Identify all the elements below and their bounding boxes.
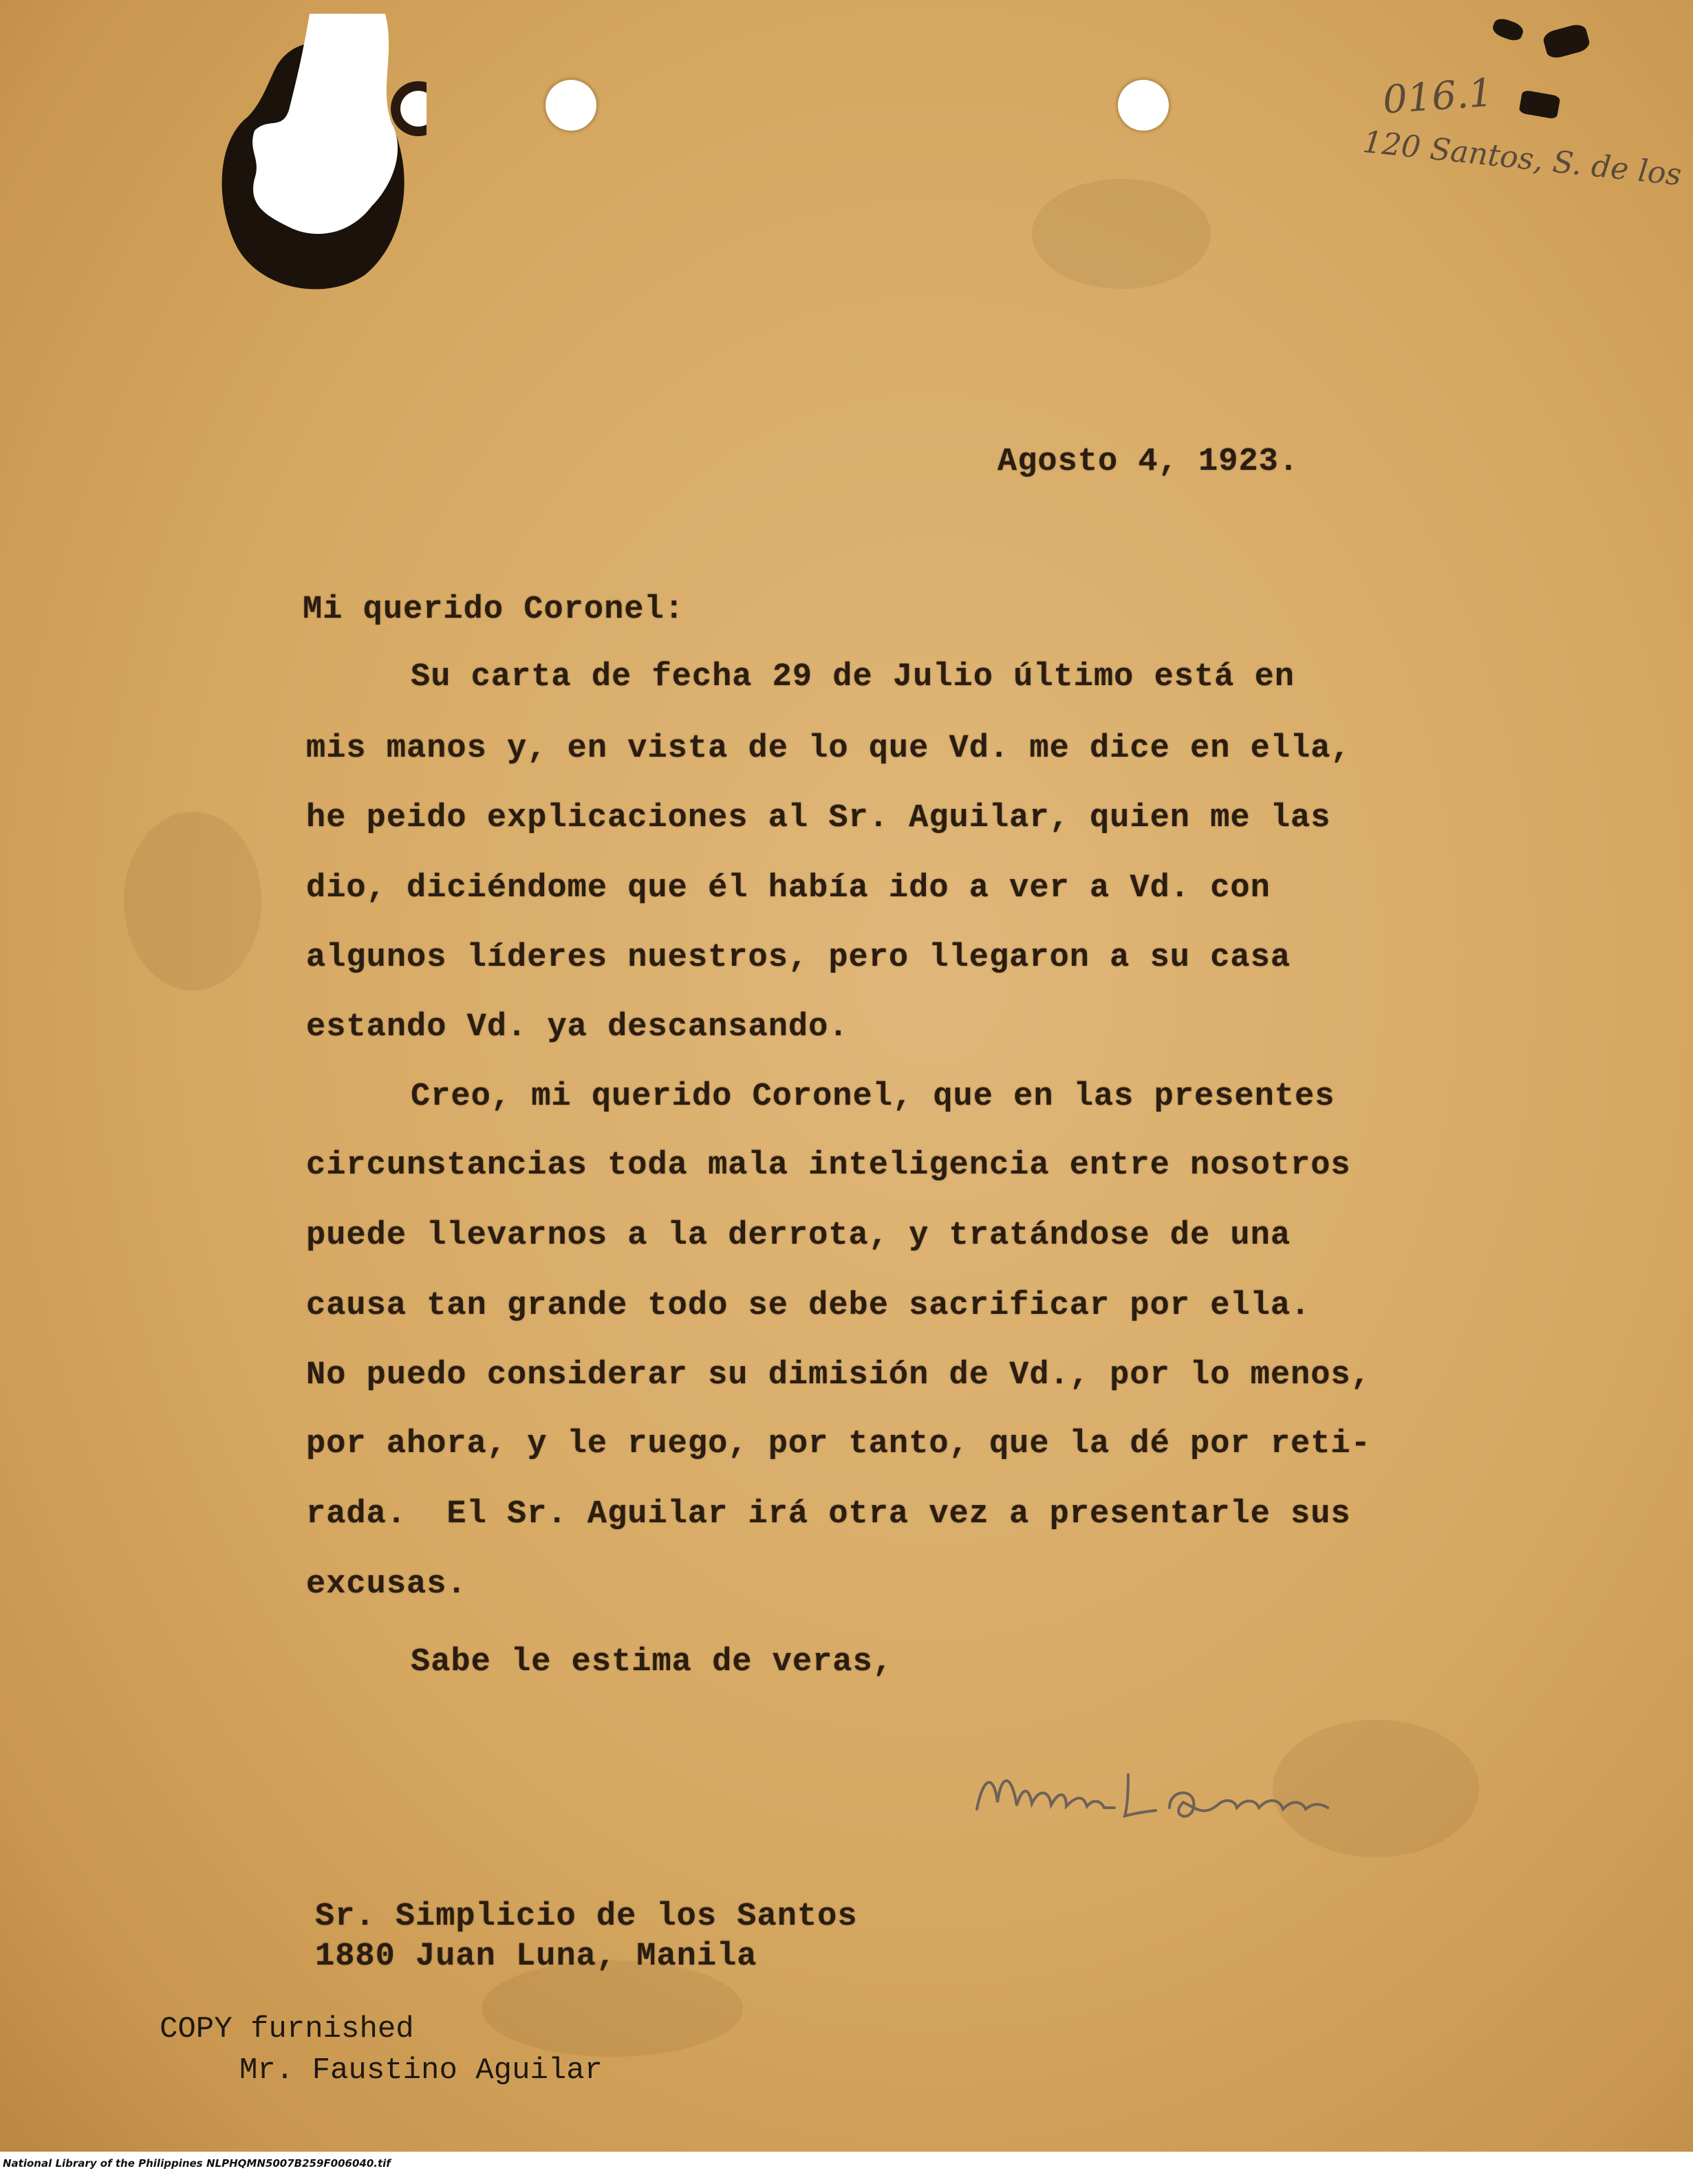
body-line: Su carta de fecha 29 de Julio último está en [411, 659, 1295, 695]
signature-drawing [963, 1747, 1376, 1844]
body-line: Creo, mi querido Coronel, que en las presentes [411, 1079, 1335, 1115]
body-line: puede llevarnos a la derrota, y tratándose de una [306, 1218, 1291, 1254]
body-line: causa tan grande todo se debe sacrificar por ella. [306, 1288, 1311, 1324]
footer-library: National Library of the Philippines [3, 2157, 203, 2170]
punch-hole [1118, 80, 1169, 131]
body-line: por ahora, y le ruego, por tanto, que la dé por reti- [306, 1426, 1371, 1462]
recipient-address: 1880 Juan Luna, Manila [315, 1938, 757, 1975]
ref-note-annotation: 120 Santos, S. de los [1361, 124, 1683, 193]
copy-furnished-label: COPY furnished [160, 2012, 414, 2046]
body-line: mis manos y, en vista de lo que Vd. me dice en ella, [306, 731, 1351, 767]
punch-hole [546, 80, 596, 131]
body-line: he peido explicaciones al Sr. Aguilar, quien me las [306, 800, 1331, 836]
ink-blot [1542, 22, 1591, 60]
letter-salutation: Mi querido Coronel: [303, 592, 684, 628]
recipient-name: Sr. Simplicio de los Santos [315, 1899, 858, 1935]
body-line: estando Vd. ya descansando. [306, 1009, 849, 1046]
paper-stain [482, 1960, 743, 2057]
body-line: algunos líderes nuestros, pero llegaron a su casa [306, 940, 1291, 976]
paper-stain [124, 812, 261, 991]
ink-blot [1491, 16, 1525, 43]
archive-footer [0, 2152, 1693, 2184]
ink-blot [1518, 89, 1560, 119]
copy-furnished-name: Mr. Faustino Aguilar [239, 2053, 603, 2088]
body-line: dio, diciéndome que él había ido a ver a Vd. con [306, 870, 1271, 907]
body-line: excusas. [306, 1566, 467, 1603]
body-line: circunstancias toda mala inteligencia entre nosotros [306, 1147, 1351, 1184]
body-line: No puedo considerar su dimisión de Vd., por lo menos, [306, 1357, 1371, 1394]
body-line: rada. El Sr. Aguilar irá otra vez a presentarle sus [306, 1496, 1351, 1533]
burn-hole-mark [206, 14, 427, 303]
ref-number-annotation: 016.1 [1381, 70, 1495, 123]
letter-date: Agosto 4, 1923. [998, 444, 1300, 480]
letter-closing: Sabe le estima de veras, [411, 1644, 893, 1680]
footer-filename: NLPHQMN5007B259F006040.tif [206, 2157, 391, 2170]
paper-stain [1032, 179, 1211, 289]
